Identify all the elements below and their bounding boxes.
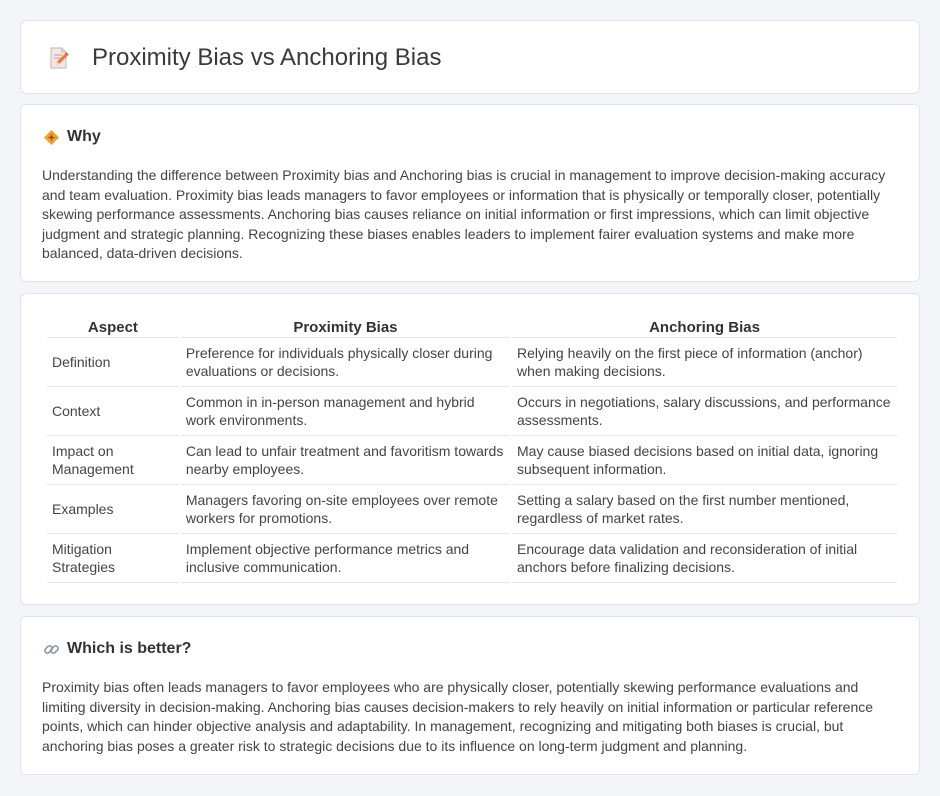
row-aspect: Definition xyxy=(47,338,179,387)
comparison-section xyxy=(20,293,920,605)
row-anchoring: May cause biased decisions based on initial data, ignoring subsequent information. xyxy=(512,436,897,485)
better-heading xyxy=(43,640,191,658)
table-row xyxy=(47,338,897,387)
why-heading-text: Why xyxy=(67,128,101,145)
row-proximity: Can lead to unfair treatment and favoritism towards nearby employees. xyxy=(181,436,510,485)
page-title: Proximity Bias vs Anchoring Bias xyxy=(92,44,442,71)
row-anchoring: Occurs in negotiations, salary discussions, and performance assessments. xyxy=(512,387,897,436)
table-row xyxy=(47,485,897,534)
row-proximity: Preference for individuals physically closer during evaluations or decisions. xyxy=(181,338,510,387)
table-header-row xyxy=(47,317,897,338)
table-row xyxy=(47,387,897,436)
comparison-table xyxy=(45,317,899,583)
row-aspect: Mitigation Strategies xyxy=(47,534,179,583)
why-paragraph: Understanding the difference between Proximity bias and Anchoring bias is crucial in management to improve decision-making accuracy and team evaluation. Proximity bias leads managers to favor employees or information that is physically or temporally closer, potentially skewing performance assessments. Anchoring bias causes reliance on initial information or first impressions, which can limit objective judgment and strategic planning. Recognizing these biases enables leaders to implement fairer evaluation systems and make more balanced, data-driven decisions. xyxy=(42,167,886,261)
header-aspect: Aspect xyxy=(47,317,179,338)
row-proximity: Managers favoring on-site employees over remote workers for promotions. xyxy=(181,485,510,534)
why-heading xyxy=(43,128,101,146)
table-row xyxy=(47,534,897,583)
row-aspect: Examples xyxy=(47,485,179,534)
row-aspect: Impact on Management xyxy=(47,436,179,485)
better-heading-text: Which is better? xyxy=(67,640,192,657)
row-anchoring: Setting a salary based on the first number mentioned, regardless of market rates. xyxy=(512,485,897,534)
which-is-better-section xyxy=(20,616,920,775)
why-section xyxy=(20,104,920,282)
row-anchoring: Relying heavily on the first piece of information (anchor) when making decisions. xyxy=(512,338,897,387)
row-aspect: Context xyxy=(47,387,179,436)
table-row xyxy=(47,436,897,485)
header-anchoring-bias: Anchoring Bias xyxy=(512,317,897,338)
link-icon xyxy=(43,641,60,658)
header-proximity-bias: Proximity Bias xyxy=(181,317,510,338)
row-proximity: Implement objective performance metrics and inclusive communication. xyxy=(181,534,510,583)
document-pencil-icon xyxy=(47,46,71,70)
diamond-warning-icon xyxy=(43,129,60,146)
header-card xyxy=(20,20,920,94)
row-proximity: Common in in-person management and hybrid work environments. xyxy=(181,387,510,436)
row-anchoring: Encourage data validation and reconsideration of initial anchors before finalizing decisions. xyxy=(512,534,897,583)
better-paragraph: Proximity bias often leads managers to favor employees who are physically closer, potentially skewing performance evaluations and limiting diversity in decision-making. Anchoring bias causes decision-makers to rely heavily on initial information or particular reference points, which can hinder objective analysis and adaptability. In management, recognizing and mitigating both biases is crucial, but anchoring bias poses a greater risk to strategic decisions due to its influence on long-term judgment and planning. xyxy=(42,679,874,754)
